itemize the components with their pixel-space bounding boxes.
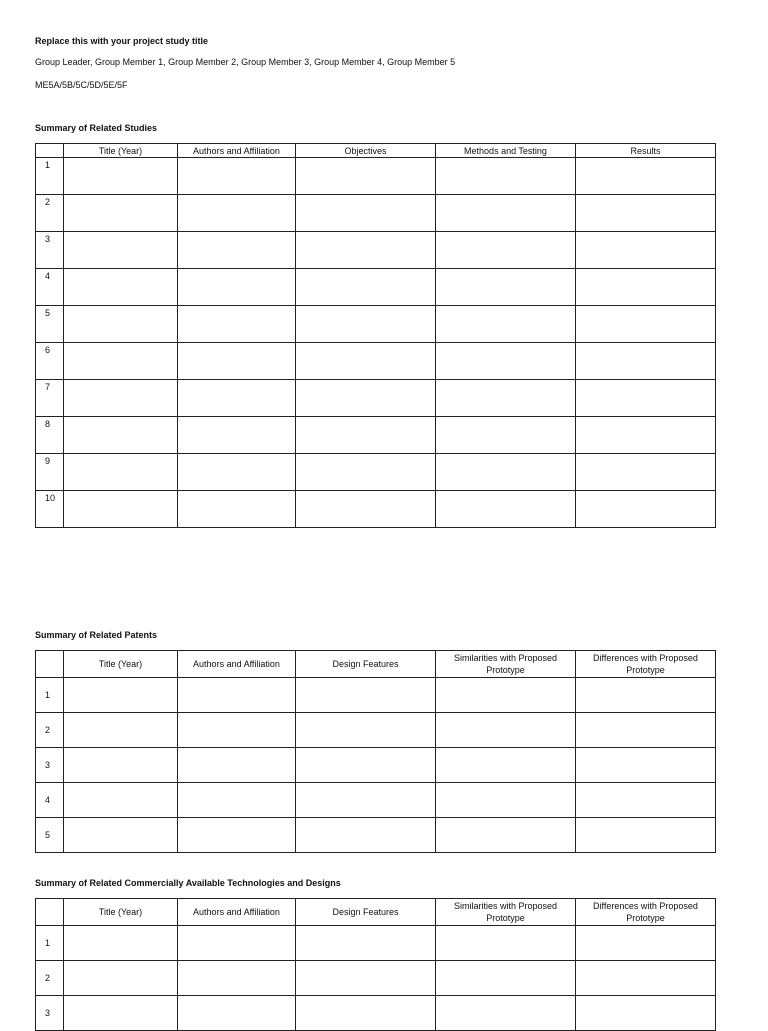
group-members: Group Leader, Group Member 1, Group Member 2, Group Member 3, Group Member 4, Group Member 5 [35,57,456,67]
table-cell[interactable] [296,961,436,996]
table-cell[interactable] [436,783,576,818]
table-cell[interactable] [436,961,576,996]
patents-heading: Summary of Related Patents [35,630,158,640]
column-header: Design Features [296,651,436,678]
table-row [36,158,716,195]
section-codes: ME5A/5B/5C/5D/5E/5F [35,80,128,90]
table-row [36,306,716,343]
row-number: 7 [36,380,64,417]
table-cell[interactable] [178,713,296,748]
table-cell[interactable] [436,713,576,748]
row-number: 6 [36,343,64,380]
table-cell[interactable] [178,491,296,528]
table-cell[interactable] [178,454,296,491]
table-row [36,491,716,528]
table-row [36,232,716,269]
table-cell[interactable] [178,961,296,996]
table-cell[interactable] [64,491,178,528]
table-cell[interactable] [64,417,178,454]
table-cell[interactable] [436,158,576,195]
table-cell[interactable] [64,678,178,713]
project-title: Replace this with your project study title [35,36,209,46]
column-header: Methods and Testing [436,144,576,158]
table-cell[interactable] [576,783,716,818]
table-cell[interactable] [436,306,576,343]
table-row [36,748,716,783]
table-cell[interactable] [576,454,716,491]
row-number: 2 [36,961,64,996]
table-cell[interactable] [436,996,576,1031]
table-cell[interactable] [178,926,296,961]
table-cell[interactable] [178,232,296,269]
table-cell[interactable] [296,343,436,380]
table-cell[interactable] [296,417,436,454]
table-cell[interactable] [178,380,296,417]
table-cell[interactable] [576,713,716,748]
row-number: 3 [36,748,64,783]
table-cell[interactable] [178,343,296,380]
table-cell[interactable] [576,269,716,306]
table-cell[interactable] [178,678,296,713]
table-cell[interactable] [296,783,436,818]
table-cell[interactable] [576,195,716,232]
table-cell[interactable] [64,783,178,818]
row-number: 2 [36,195,64,232]
table-cell[interactable] [64,961,178,996]
table-cell[interactable] [576,380,716,417]
table-cell[interactable] [64,818,178,853]
patents-table [35,650,716,853]
table-cell[interactable] [64,343,178,380]
table-cell[interactable] [436,380,576,417]
table-cell[interactable] [576,158,716,195]
table-cell[interactable] [296,713,436,748]
table-row [36,454,716,491]
table-row [36,926,716,961]
table-cell[interactable] [178,783,296,818]
table-cell[interactable] [576,961,716,996]
row-number: 8 [36,417,64,454]
column-header: Design Features [296,899,436,926]
table-cell[interactable] [436,454,576,491]
table-row [36,818,716,853]
table-cell[interactable] [64,713,178,748]
table-cell[interactable] [436,678,576,713]
table-cell[interactable] [576,306,716,343]
table-header-row [36,651,716,678]
table-cell[interactable] [436,343,576,380]
table-cell[interactable] [64,269,178,306]
column-header: Similarities with Proposed Prototype [436,899,576,926]
table-cell[interactable] [178,996,296,1031]
table-cell[interactable] [436,417,576,454]
row-number: 1 [36,678,64,713]
row-number: 4 [36,269,64,306]
row-number: 4 [36,783,64,818]
table-cell[interactable] [178,195,296,232]
table-cell[interactable] [576,417,716,454]
table-header-row [36,899,716,926]
column-header: Differences with Proposed Prototype [576,899,716,926]
table-cell[interactable] [178,269,296,306]
row-number: 3 [36,996,64,1031]
table-cell[interactable] [296,158,436,195]
table-cell[interactable] [576,232,716,269]
row-number: 1 [36,926,64,961]
table-cell[interactable] [64,380,178,417]
table-cell[interactable] [178,158,296,195]
table-cell[interactable] [64,158,178,195]
column-header-number [36,899,64,926]
table-cell[interactable] [178,306,296,343]
table-cell[interactable] [64,306,178,343]
column-header-number [36,144,64,158]
table-cell[interactable] [64,748,178,783]
table-cell[interactable] [436,748,576,783]
table-cell[interactable] [296,232,436,269]
table-cell[interactable] [436,818,576,853]
table-cell[interactable] [178,417,296,454]
row-number: 1 [36,158,64,195]
row-number: 3 [36,232,64,269]
row-number: 2 [36,713,64,748]
column-header: Authors and Affiliation [178,651,296,678]
table-cell[interactable] [64,195,178,232]
table-cell[interactable] [296,269,436,306]
table-row [36,195,716,232]
table-cell[interactable] [296,491,436,528]
table-cell[interactable] [576,748,716,783]
column-header: Title (Year) [64,651,178,678]
table-row [36,713,716,748]
column-header: Title (Year) [64,144,178,158]
table-row [36,380,716,417]
table-row [36,996,716,1031]
column-header: Authors and Affiliation [178,899,296,926]
technologies-heading: Summary of Related Commercially Available Technologies and Designs [35,878,341,888]
table-row [36,269,716,306]
table-cell[interactable] [178,748,296,783]
column-header: Objectives [296,144,436,158]
table-cell[interactable] [296,195,436,232]
table-cell[interactable] [296,306,436,343]
table-cell[interactable] [64,454,178,491]
table-cell[interactable] [64,996,178,1031]
table-cell[interactable] [576,678,716,713]
table-cell[interactable] [296,454,436,491]
table-cell[interactable] [576,818,716,853]
row-number: 9 [36,454,64,491]
table-cell[interactable] [436,926,576,961]
column-header: Authors and Affiliation [178,144,296,158]
table-header-row [36,144,716,158]
row-number: 10 [36,491,64,528]
row-number: 5 [36,818,64,853]
column-header: Results [576,144,716,158]
table-cell[interactable] [436,491,576,528]
table-row [36,417,716,454]
studies-table [35,143,716,528]
table-cell[interactable] [296,748,436,783]
table-row [36,783,716,818]
row-number: 5 [36,306,64,343]
column-header-number [36,651,64,678]
table-row [36,678,716,713]
column-header: Similarities with Proposed Prototype [436,651,576,678]
table-cell[interactable] [576,926,716,961]
table-cell[interactable] [436,195,576,232]
table-cell[interactable] [436,232,576,269]
table-cell[interactable] [296,996,436,1031]
table-cell[interactable] [64,926,178,961]
table-cell[interactable] [296,678,436,713]
column-header: Differences with Proposed Prototype [576,651,716,678]
table-cell[interactable] [576,491,716,528]
studies-heading: Summary of Related Studies [35,123,158,133]
technologies-table [35,898,716,1031]
table-cell[interactable] [178,818,296,853]
table-cell[interactable] [296,926,436,961]
column-header: Title (Year) [64,899,178,926]
table-cell[interactable] [64,232,178,269]
table-cell[interactable] [296,818,436,853]
table-cell[interactable] [296,380,436,417]
table-row [36,961,716,996]
table-cell[interactable] [436,269,576,306]
table-cell[interactable] [576,343,716,380]
table-row [36,343,716,380]
table-cell[interactable] [576,996,716,1031]
